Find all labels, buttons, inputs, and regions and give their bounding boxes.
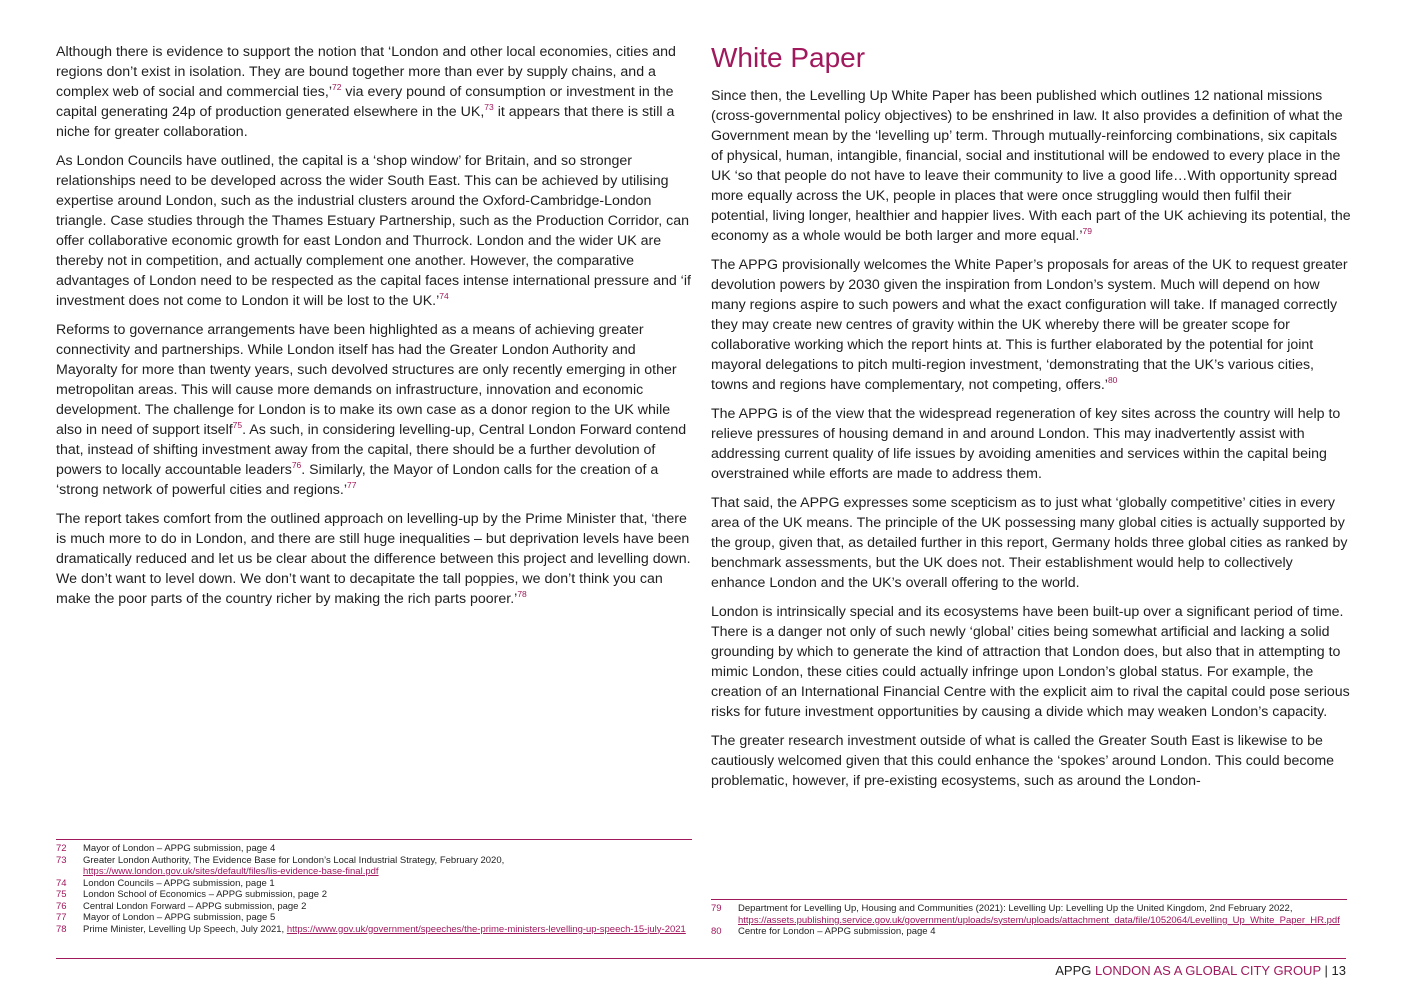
footnote-number: 79 [711,903,722,914]
footnote-text [738,903,1347,926]
paragraph [711,255,1351,395]
text-run: Mayor of London – APPG submission, page 4 [83,843,276,854]
footnote-ref: 80 [1107,375,1118,385]
footnote-text [83,912,692,924]
footer-group-name: LONDON AS A GLOBAL CITY GROUP [1094,963,1321,978]
left-footnotes [56,843,692,935]
page-number: 13 [1331,963,1346,978]
footnote-number: 72 [56,843,67,854]
footnote-ref: 73 [484,102,494,112]
left-column [56,42,696,618]
right-footnotes [711,903,1347,938]
paragraph [711,404,1351,484]
page-footer [1055,962,1346,980]
text-run: London School of Economics – APPG submission, page 2 [83,889,327,900]
footnote [56,855,692,878]
text-run: Centre for London – APPG submission, page 4 [738,926,936,937]
footnote [56,889,692,901]
footnote [56,901,692,913]
footnote-ref: 79 [1082,226,1092,236]
footer-rule [56,958,1346,959]
footnote-text [83,924,692,936]
footnote-number: 73 [56,854,67,866]
text-run: The greater research investment outside of what is called the Greater South East is likewise to be cautiously welcomed given that this could enhance the ‘spokes’ around London. This could become problematic, however, if pre-existing ecosystems, such as around the London- [711,733,1335,789]
footnote-number: 78 [56,923,67,935]
paragraph [711,493,1351,593]
text-run: The APPG is of the view that the widespread regeneration of key sites across the country will help to relieve pressures of housing demand in and around London. This may inadvertently assist with addressing current quality of life issues by avoiding amenities and services within the capital being overstrained while efforts are made to address them. [711,406,1341,482]
footnote-number: 74 [56,877,67,889]
text-run: London is intrinsically special and its ecosystems have been built-up over a significant period of time. There is a danger not only of such newly ‘global’ cities being somewhat artificial and lacking a solid grounding by which to generate the kind of attraction that London does, but also that in attempting to mimic London, these cities could actually infringe upon London’s global status. For example, the creation of an International Financial Centre with the explicit aim to rival the capital could pose serious risks for future investment opportunities by causing a divide which may weaken London’s capacity. [711,604,1350,720]
text-run: Greater London Authority, The Evidence Base for London’s Local Industrial Strategy, February 2020, [83,854,505,866]
footer-prefix: APPG [1055,963,1092,978]
footnote-text [83,855,692,878]
text-run: Since then, the Levelling Up White Paper has been published which outlines 12 national missions (cross-governmental policy objectives) to be enshrined in law. It also provides a definition of what the Government mean by the ‘levelling up’ term. Through mutually-reinforcing combinations, six capitals of physical, human, intangible, financial, social and institutional will be endowed to every place in the UK ‘so that people do not have to leave their community to live a good life…With opportunity spread more equally across the UK, people in places that were once struggling would then fulfil their potential, living longer, healthier and happier lives. With each part of the UK achieving its potential, the economy as a whole would be both larger and more equal.’ [711,88,1351,244]
text-run: Department for Levelling Up, Housing and Communities (2021): Levelling Up: Levelling Up the United Kingdom, 2nd February 2022, [738,903,1293,914]
paragraph [711,86,1351,246]
text-run: via every pound of consumption or investment in the capital generating 24p of production generated elsewhere in the UK, [56,84,674,120]
footnote [56,924,692,936]
footnote-text [738,926,1347,938]
footnote-text [83,878,692,890]
paragraph [56,42,696,142]
text-run: London Councils – APPG submission, page 1 [83,877,275,889]
footnote-text [83,901,692,913]
footnote-text [83,889,692,901]
text-run: The APPG provisionally welcomes the White Paper’s proposals for areas of the UK to request greater devolution powers by 2030 given the inspiration from London’s system. Much will depend on how many regions aspire to such powers and what the exact configuration will take. If managed correctly they may create new centres of gravity within the UK whereby there will be greater scope for collaborative working which the report hints at. This is further elaborated by the potential for joint mayoral delegations to pitch multi-region investment, ‘demonstrating that the UK’s various cities, towns and regions have complementary, not competing, offers.’ [711,257,1348,393]
section-title: White Paper [711,42,866,73]
paragraph [711,602,1351,722]
footnote [711,926,1347,938]
text-run: Reforms to governance arrangements have been highlighted as a means of achieving greater connectivity and partnerships. While London itself has had the Greater London Authority and Mayoralty for more than twenty years, such devolved structures are only recently emerging in other metropolitan areas. This will cause more demands on infrastructure, innovation and economic development. The challenge for London is to make its own case as a donor region to the UK while also in need of support itself [56,322,677,438]
text-run: As London Councils have outlined, the capital is a ‘shop window’ for Britain, and so stronger relationships need to be developed across the wider South East. This can be achieved by utilising expertise around London, such as the industrial clusters around the Oxford-Cambridge-London triangle. Case studies through the Thames Estuary Partnership, such as the Production Corridor, can offer collaborative economic growth for east London and Thurrock. London and the wider UK are thereby not in competition, and actually complement one another. However, the comparative advantages of London need to be respected as the capital faces intense international pressure and ‘if investment does not come to London it will be lost to the UK.’ [56,153,691,309]
footnote-text [83,843,692,855]
right-footnote-rule [711,899,1347,900]
text-run: Mayor of London – APPG submission, page 5 [83,912,276,923]
footnote-number: 75 [56,889,67,900]
paragraph [56,509,696,609]
footnote-ref: 77 [347,480,357,490]
footnote-link[interactable]: https://www.gov.uk/government/speeches/the-prime-ministers-levelling-up-speech-15-july-2021 [286,923,686,935]
text-run: it appears that there is still a niche for greater collaboration. [56,104,675,140]
footnote-ref: 75 [232,420,243,430]
footnote [56,843,692,855]
paragraph [56,320,696,500]
left-footnote-rule [56,839,692,840]
footnote-ref: 74 [439,291,449,301]
footer-separator: | [1324,963,1328,978]
text-run: Central London Forward – APPG submission, page 2 [83,900,307,912]
text-run: Although there is evidence to support the notion that ‘London and other local economies, cities and regions don’t exist in isolation. They are bound together more than ever by supply chains, and a complex web of social and commercial ties,’ [56,44,676,100]
text-run: The report takes comfort from the outlined approach on levelling-up by the Prime Minister that, ‘there is much more to do in London, and there are still huge inequalities – but deprivation levels have been dramatically reduced and let us be clear about the difference between this project and levelling down. We don’t want to level down. We don’t want to decapitate the tall poppies, we don’t think you can make the poor parts of the country richer by making the rich parts poorer.’ [56,511,691,607]
text-run: Prime Minister, Levelling Up Speech, July 2021, [83,923,287,935]
paragraph [711,731,1351,791]
footnote-link[interactable]: https://www.london.gov.uk/sites/default/files/lis-evidence-base-final.pdf [83,866,379,877]
footnote-ref: 78 [517,589,527,599]
text-run: That said, the APPG expresses some scepticism as to just what ‘globally competitive’ cities in every area of the UK means. The principle of the UK possessing many global cities is actually supported by the group, given that, as detailed further in this report, Germany holds three global cities as ranked by benchmark assessments, but the UK does not. Their establishment would help to collectively enhance London and the UK’s overall offering to the world. [711,495,1348,591]
footnote-ref: 72 [331,82,342,92]
footnote [56,878,692,890]
paragraph [56,151,696,311]
footnote [56,912,692,924]
footnote [711,903,1347,926]
footnote-number: 76 [56,900,67,912]
right-column [711,86,1351,800]
footnote-number: 77 [56,912,67,923]
text-run: . As such, in considering levelling-up, Central London Forward contend that, instead of shifting investment away from the capital, there should be a further devolution of powers to locally accountable leaders [56,422,687,478]
footnote-ref: 76 [291,460,302,470]
text-run: . Similarly, the Mayor of London calls for the creation of a ‘strong network of powerful cities and regions.’ [56,462,659,498]
footnote-link[interactable]: https://assets.publishing.service.gov.uk/government/uploads/system/uploads/attachment_data/file/1052064/Levelling_Up_White_Paper_HR.pdf [738,914,1340,926]
footnote-number: 80 [711,926,722,937]
